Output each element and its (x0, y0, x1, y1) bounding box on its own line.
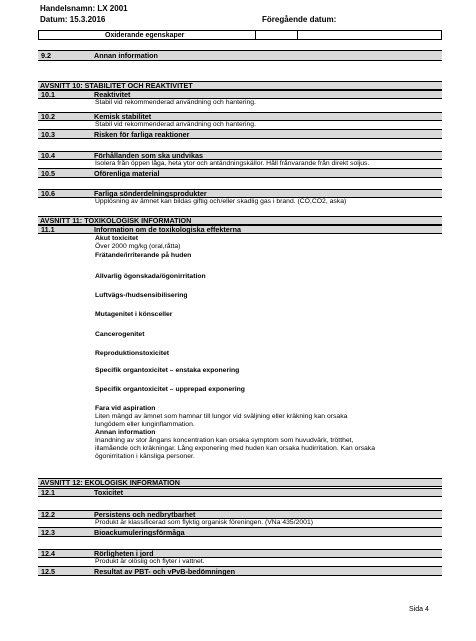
acute-toxicity-value: Över 2000 mg/kg (oral,råtta) (95, 243, 181, 250)
acute-toxicity-heading: Akut toxicitet (95, 235, 139, 242)
oxidizing-properties-row (38, 30, 442, 40)
row-10-2-text: Stabil vid rekommenderad användning och hantering. (95, 121, 256, 128)
section-number: 10.1 (41, 90, 55, 99)
row-11-1 (38, 225, 442, 234)
row-10-4-text: Isolera från öppen låga, heta ytor och antändningskällor. Håll frånvarande från direkt soljus. (95, 160, 370, 167)
section-number: 11.1 (41, 225, 55, 234)
row-10-1 (38, 90, 442, 99)
section-number: 12.3 (41, 528, 55, 537)
section-title: Risken för farliga reaktioner (94, 130, 190, 139)
row-10-6 (38, 189, 442, 198)
section-title: Toxicitet (94, 488, 124, 497)
skin-corrosion-heading: Frätande/irriterande på huden (95, 252, 192, 259)
row-12-2-text: Produkt är klassificerad som flyktig organisk föreningen. (VNa 435/2001) (95, 519, 313, 526)
row-10-2 (38, 112, 442, 121)
other-info-text-3: ögonirritation i känsliga personer. (95, 453, 195, 460)
previous-date: Föregående datum: (262, 15, 337, 24)
section-title: Persistens och nedbrytbarhet (94, 510, 196, 519)
row-12-1 (38, 488, 442, 497)
row-12-5 (38, 566, 442, 576)
other-info-heading: Annan information (95, 429, 156, 436)
section-title: Förhållanden som ska undvikas (94, 151, 204, 160)
section-number: 10.4 (41, 151, 55, 160)
section-title: Farliga sönderdelningsprodukter (94, 189, 207, 198)
aspiration-text-1: Liten mängd av ämnet som hamnar till lungor vid sväljning eller kräkning kan orsaka (95, 413, 348, 420)
section-title: Annan information (94, 51, 158, 60)
row-10-4 (38, 151, 442, 160)
section-12-header: AVSNITT 12: EKOLOGISK INFORMATION (38, 478, 442, 487)
aspiration-text-2: lungödem eller lunginflammation. (95, 421, 195, 428)
section-number: 10.6 (41, 189, 55, 198)
section-number: 10.3 (41, 130, 55, 139)
carcinogenicity-heading: Cancerogenitet (95, 331, 145, 338)
sensitisation-heading: Luftvägs-/hudsensibilisering (95, 292, 188, 299)
section-title: Rörligheten i jord (94, 549, 154, 558)
row-12-4-text: Produkt är olöslig och flyter i vattnet. (95, 558, 205, 565)
section-number: 12.2 (41, 510, 55, 519)
other-info-text-2: illamående och kräkningar. Lång exponering med huden kan orsaka hudirritation. Kan orsaka (95, 445, 375, 452)
section-number: 12.5 (41, 567, 55, 576)
row-12-2 (38, 510, 442, 519)
section-10-header: AVSNITT 10: STABILITET OCH REAKTIVITET (38, 81, 442, 90)
section-number: 10.2 (41, 112, 55, 121)
mutagenicity-heading: Mutagenitet i könsceller (95, 311, 173, 318)
other-info-text-1: Inandning av stor ångans koncentration kan orsaka symptom som huvudvärk, trötthet, (95, 437, 354, 444)
page-number: Sida 4 (409, 606, 429, 613)
stot-single-heading: Specifik organtoxicitet – enstaka exponering (95, 367, 240, 374)
eye-damage-heading: Allvarlig ögonskada/ögonirritation (95, 273, 206, 280)
row-10-5 (38, 168, 442, 178)
section-number: 10.5 (41, 169, 55, 178)
section-title: Bioackumuleringsförmåga (94, 528, 185, 537)
section-title: Reaktivitet (94, 90, 131, 99)
document-date: Datum: 15.3.2016 (40, 15, 106, 24)
section-number: 9.2 (41, 51, 51, 60)
section-title: Resultat av PBT- och vPvB-bedömningen (94, 567, 235, 576)
row-12-3 (38, 527, 442, 537)
section-title: Information om de toxikologiska effekterna (94, 225, 241, 234)
section-11-header: AVSNITT 11: TOXIKOLOGISK INFORMATION (38, 216, 442, 225)
stot-repeated-heading: Specifik organtoxicitet – upprepad exponering (95, 386, 245, 393)
section-9-2-row (38, 50, 442, 61)
aspiration-heading: Fara vid aspiration (95, 405, 156, 412)
row-10-1-text: Stabil vid rekommenderad användning och hantering. (95, 99, 256, 106)
row-10-6-text: Upplösning av ämnet kan bildas giftig och/eller skadlig gas i brand. (CO,CO2, aska) (95, 198, 347, 205)
row-12-4 (38, 549, 442, 558)
section-title: Kemisk stabilitet (94, 112, 152, 121)
section-number: 12.4 (41, 549, 55, 558)
row-10-3 (38, 129, 442, 139)
product-name: Handelsnamn: LX 2001 (40, 4, 128, 13)
section-number: 12.1 (41, 488, 55, 497)
oxidizing-properties-label: Oxiderande egenskaper (105, 32, 185, 39)
section-title: Oförenliga material (94, 169, 160, 178)
reproductive-toxicity-heading: Reproduktionstoxicitet (95, 350, 170, 357)
